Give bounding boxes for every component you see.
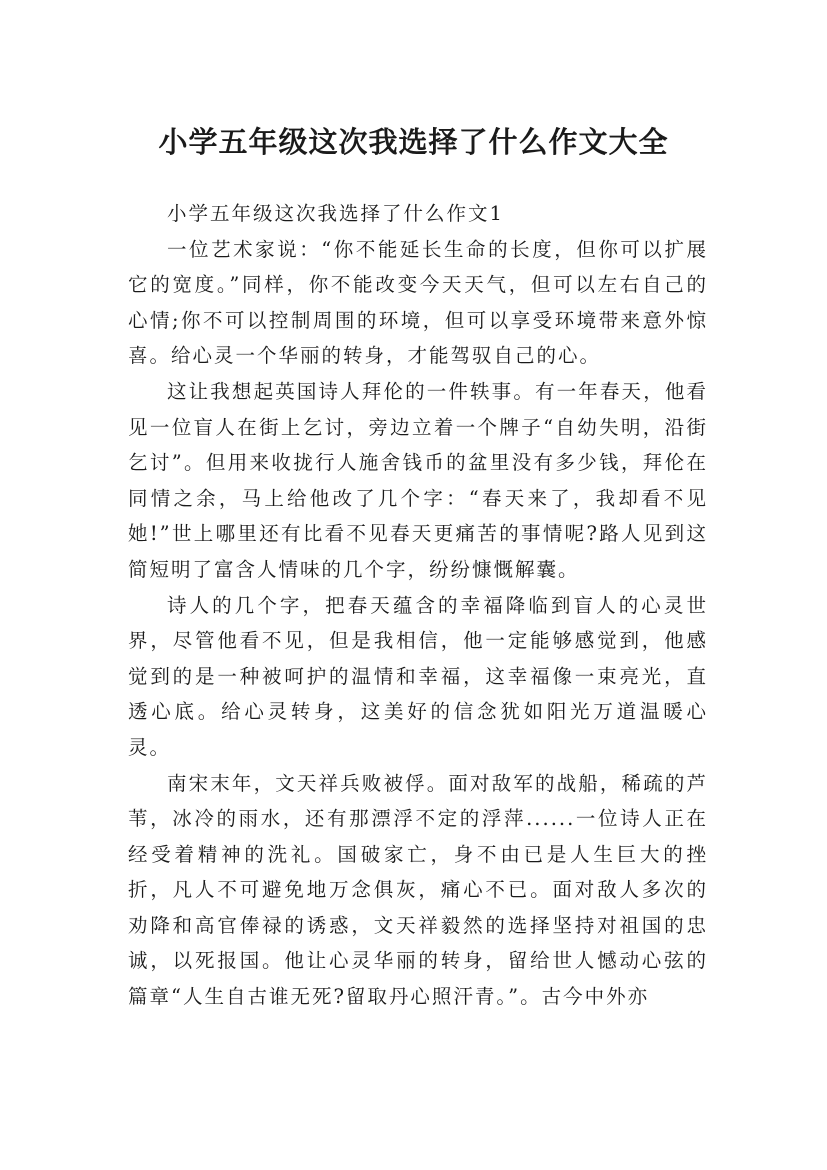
paragraph: 南宋末年，文天祥兵败被俘。面对敌军的战船，稀疏的芦苇，冰冷的雨水，还有那漂浮不定的浮萍......一位诗人正在经受着精神的洗礼。国破家亡，身不由已是人生巨大的挫折，凡人不可避免地万念俱灰，痛心不已。面对敌人多次的劝降和高官俸禄的诱惑，文天祥毅然的选择坚持对祖国的忠诚，以死报国。他让心灵华丽的转身，留给世人憾动心弦的篇章“人生自古谁无死?留取丹心照汗青。”。古今中外亦 — [128, 771, 708, 1009]
section-heading: 小学五年级这次我选择了什么作文1 — [167, 202, 504, 225]
document-body — [128, 196, 708, 1015]
paragraph: 一位艺术家说：“你不能延长生命的长度，但你可以扩展它的宽度。”同样，你不能改变今天天气，但可以左右自己的心情;你不可以控制周围的环境，但可以享受环境带来意外惊喜。给心灵一个华丽的转身，才能驾驭自己的心。 — [128, 237, 708, 368]
document-title: 小学五年级这次我选择了什么作文大全 — [158, 125, 669, 160]
paragraph: 这让我想起英国诗人拜伦的一件轶事。有一年春天，他看见一位盲人在街上乞讨，旁边立着一个牌子“自幼失明，沿街乞讨”。但用来收拢行人施舍钱币的盆里没有多少钱，拜伦在同情之余，马上给他改了几个字：“春天来了，我却看不见她!”世上哪里还有比看不见春天更痛苦的事情呢?路人见到这简短明了富含人情味的几个字，纷纷慷慨解囊。 — [128, 379, 708, 581]
paragraph: 诗人的几个字，把春天蕴含的幸福降临到盲人的心灵世界，尽管他看不见，但是我相信，他一定能够感觉到，他感觉到的是一种被呵护的温情和幸福，这幸福像一束亮光，直透心底。给心灵转身，这美好的信念犹如阳光万道温暖心灵。 — [128, 593, 708, 759]
